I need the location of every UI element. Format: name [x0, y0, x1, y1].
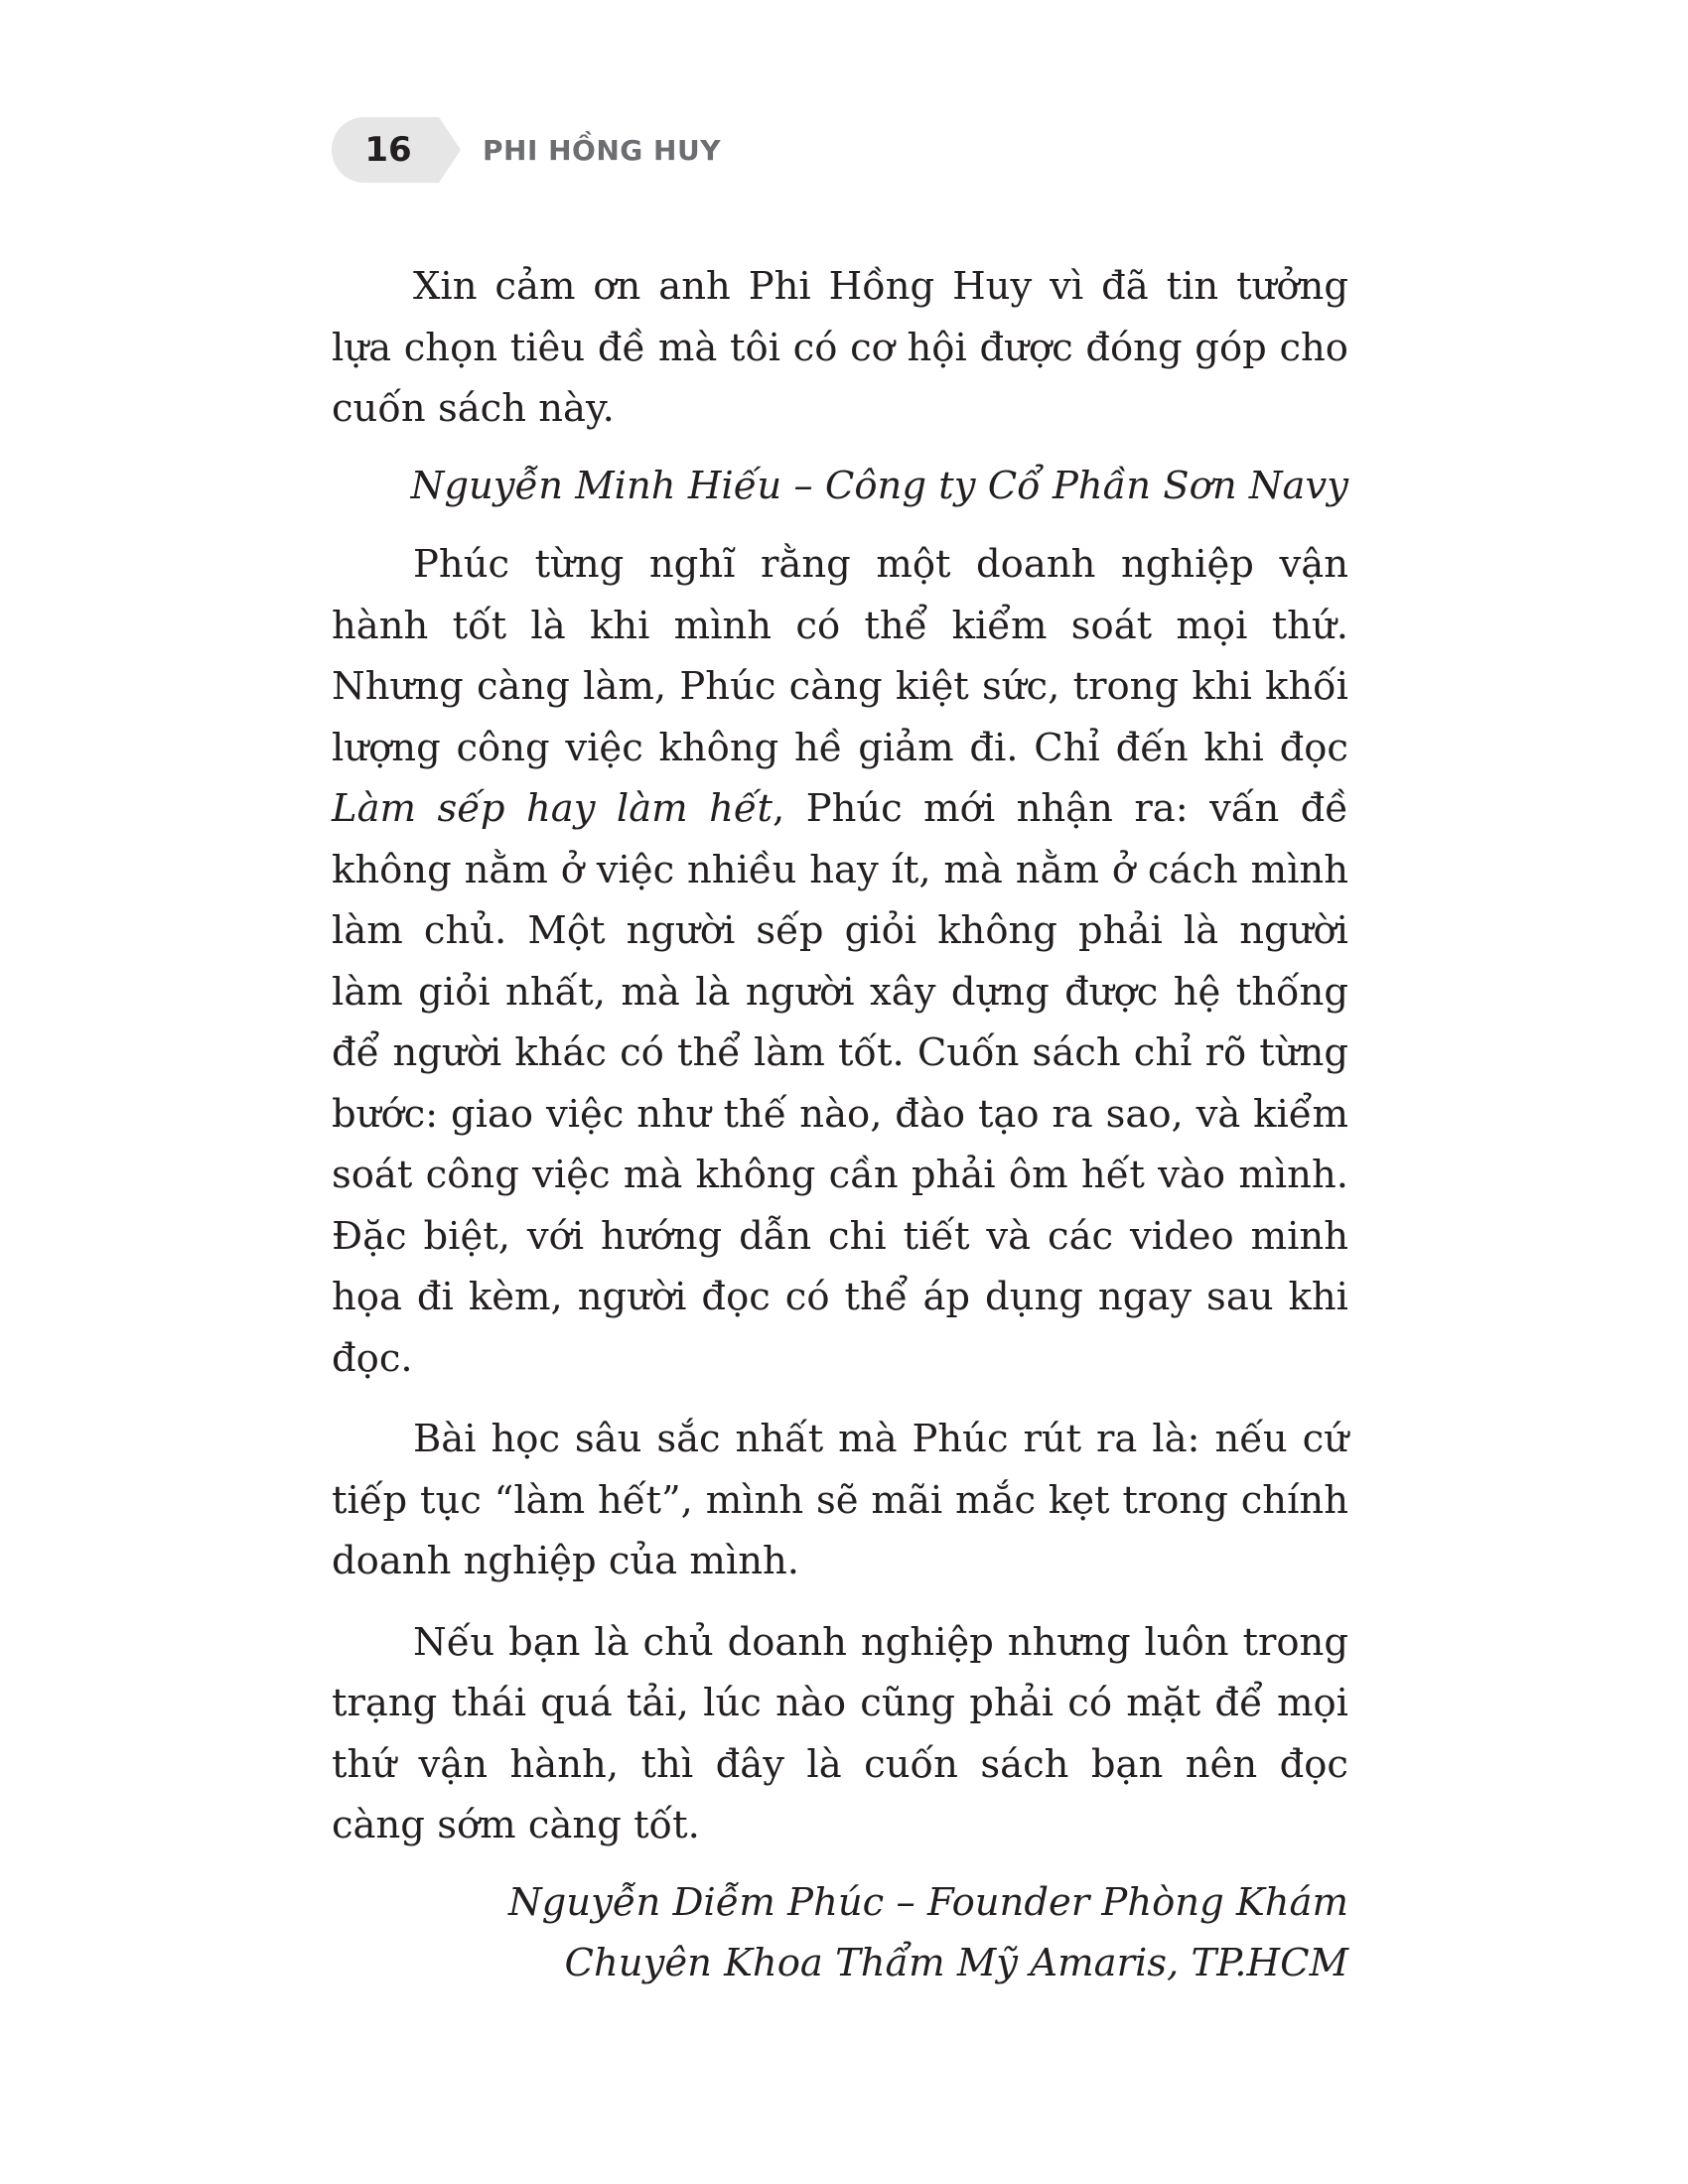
paragraph-text: , Phúc mới nhận ra: vấn đề không nằm ở việc nhiều hay ít, mà nằm ở cách mình làm chủ. Một người sếp giỏi không phải là người làm giỏi nhất, mà là người xây dựng được hệ thống để người khác có thể làm tốt. Cuốn sách chỉ rõ từng bước: giao việc như thế nào, đào tạo ra sao, và kiểm soát công việc mà không cần phải ôm hết vào mình. Đặc biệt, với hướng dẫn chi tiết và các video minh họa đi kèm, người đọc có thể áp dụng ngay sau khi đọc.	[332, 786, 1348, 1381]
book-title: Làm sếp hay làm hết	[332, 786, 774, 831]
testimonial-paragraph	[332, 534, 1348, 1389]
paragraph-gap	[332, 1592, 1348, 1612]
paragraph-gap	[332, 1389, 1348, 1409]
page-number: 16	[364, 130, 412, 170]
testimonial-paragraph: Nếu bạn là chủ doanh nghiệp nhưng luôn trong trạng thái quá tải, lúc nào cũng phải có mặt để mọi thứ vận hành, thì đây là cuốn sách bạn nên đọc càng sớm càng tốt.	[332, 1619, 1348, 1847]
paragraph-text: Phúc từng nghĩ rằng một doanh nghiệp vận hành tốt là khi mình có thể kiểm soát mọi thứ. Nhưng càng làm, Phúc càng kiệt sức, trong khi khối lượng công việc không hề giảm đi. Chỉ đến khi đọc	[332, 542, 1348, 770]
signature-line: Chuyên Khoa Thẩm Mỹ Amaris, TP.HCM	[564, 1941, 1348, 1985]
signature-line: Nguyễn Diễm Phúc – Founder Phòng Khám	[507, 1879, 1348, 1925]
testimonial-paragraph: Bài học sâu sắc nhất mà Phúc rút ra là: nếu cứ tiếp tục “làm hết”, mình sẽ mãi mắc kẹt trong chính doanh nghiệp của mình.	[332, 1417, 1348, 1583]
page-header	[332, 117, 721, 183]
testimonial-paragraph: Xin cảm ơn anh Phi Hồng Huy vì đã tin tưởng lựa chọn tiêu đề mà tôi có cơ hội được đóng góp cho cuốn sách này.	[332, 264, 1348, 431]
testimonial-signature	[332, 456, 1348, 517]
page-body	[332, 256, 1348, 2012]
testimonial-signature	[332, 1872, 1348, 1994]
signature-line: Nguyễn Minh Hiếu – Công ty Cổ Phần Sơn Navy	[410, 463, 1348, 508]
running-head-author: PHI HỒNG HUY	[483, 133, 721, 167]
page-number-tab	[332, 117, 439, 183]
